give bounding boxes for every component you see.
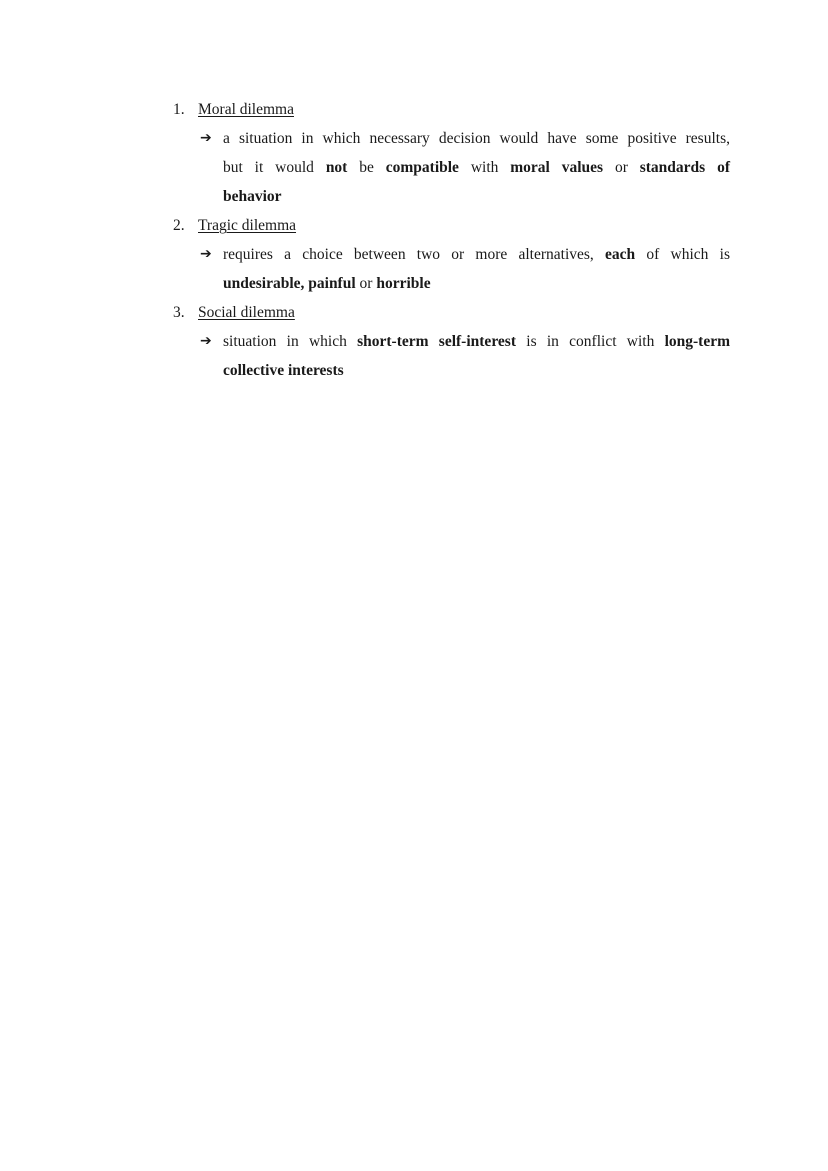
arrow-right-icon: ➔ — [200, 246, 212, 262]
definition-line — [223, 356, 730, 385]
term-tragic-dilemma: Tragic dilemma — [198, 217, 297, 234]
bold-text: behavior — [223, 188, 282, 205]
definition-line — [223, 182, 730, 211]
text: is in conflict with — [516, 333, 665, 350]
list-item — [173, 212, 730, 298]
bold-text: undesirable, painful — [223, 275, 356, 292]
text: or — [355, 275, 377, 292]
list-item — [173, 299, 730, 385]
term-moral-dilemma: Moral dilemma — [198, 101, 294, 118]
bold-text: horrible — [376, 275, 431, 292]
arrow-right-icon: ➔ — [200, 333, 212, 349]
list-item-number: 3. — [173, 304, 185, 321]
definition-lines — [223, 240, 730, 298]
text: with — [458, 159, 511, 176]
definition — [173, 124, 730, 211]
definition — [173, 240, 730, 298]
definition-line — [223, 327, 730, 356]
text: but it would — [223, 159, 326, 176]
bold-text: compatible — [385, 159, 459, 176]
text: a situation in which necessary decision would have some positive results, — [223, 130, 730, 147]
list-item-heading — [173, 212, 730, 240]
bold-text: standards of — [639, 159, 730, 176]
text: be — [347, 159, 386, 176]
bold-text: collective interests — [223, 362, 344, 379]
text: requires a choice between two or more alternatives, — [223, 246, 606, 263]
bold-text: moral values — [510, 159, 604, 176]
list-item-number: 1. — [173, 101, 185, 118]
bold-text: each — [605, 246, 636, 263]
definition-line — [223, 124, 730, 153]
definition-line — [223, 153, 730, 182]
list-item-heading — [173, 96, 730, 124]
term-social-dilemma: Social dilemma — [198, 304, 295, 321]
definition-line — [223, 240, 730, 269]
list-item-number: 2. — [173, 217, 185, 234]
text: or — [603, 159, 640, 176]
bold-text: not — [325, 159, 348, 176]
arrow-right-icon: ➔ — [200, 130, 212, 146]
definition-lines — [223, 124, 730, 211]
definition — [173, 327, 730, 385]
dilemma-list — [173, 96, 730, 386]
list-item-heading — [173, 299, 730, 327]
text: of which is — [635, 246, 730, 263]
list-item — [173, 96, 730, 211]
bold-text: short-term self-interest — [357, 333, 516, 350]
text: situation in which — [223, 333, 358, 350]
bold-text: long-term — [664, 333, 731, 350]
definition-line — [223, 269, 730, 298]
definition-lines — [223, 327, 730, 385]
